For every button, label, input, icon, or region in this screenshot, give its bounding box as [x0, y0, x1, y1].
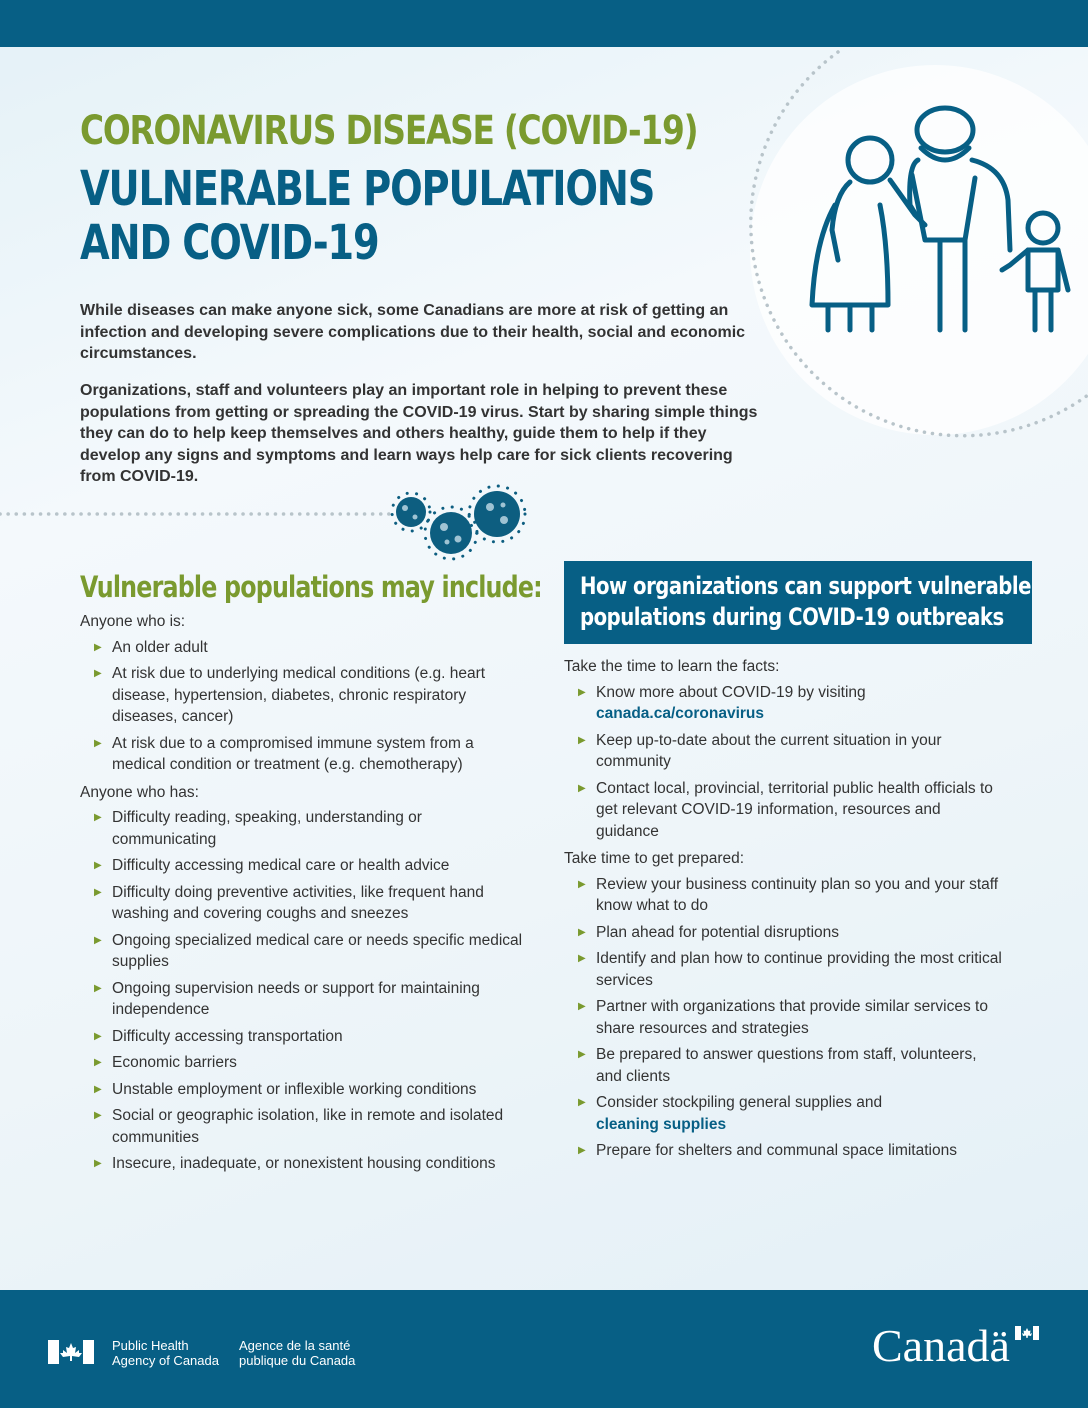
bullet-icon: ▶ — [94, 812, 102, 823]
list-item: ▶ An older adult — [80, 637, 525, 659]
left-group1-list — [80, 637, 525, 776]
bullet-icon: ▶ — [578, 926, 586, 938]
list-item: ▶ Social or geographic isolation, like in remote and isolated communities — [94, 1107, 504, 1146]
bullet-icon: ▶ — [578, 734, 586, 746]
bullet-icon: ▶ — [94, 1158, 102, 1169]
bullet-icon: ▶ — [578, 1145, 586, 1156]
bullet-icon: ▶ — [94, 737, 102, 749]
cleaning-supplies-link[interactable]: cleaning supplies — [596, 1115, 727, 1133]
wordmark-flag-icon — [1015, 1326, 1039, 1340]
bullet-icon: ▶ — [94, 668, 102, 679]
intro-paragraph-1: While diseases can make anyone sick, some Canadians are more at risk of getting an infection and developing severe complications due to their health, social and economic circumstances. — [80, 302, 746, 362]
list-item: ▶ Be prepared to answer questions from staff, volunteers, and clients — [578, 1046, 977, 1085]
list-item: ▶ Know more about COVID-19 by visiting canada.ca/coronavirus — [578, 683, 866, 722]
list-item: ▶ Ongoing specialized medical care or needs specific medical supplies — [94, 931, 523, 970]
left-group2-lead: Anyone who has: — [80, 783, 199, 801]
bullet-icon: ▶ — [578, 782, 586, 794]
bullet-icon: ▶ — [94, 982, 102, 994]
canada-flag-icon — [48, 1340, 94, 1364]
canada-wordmark: Canadä — [872, 1320, 1010, 1371]
title-line-1: CORONAVIRUS DISEASE (COVID-19) — [80, 108, 698, 154]
left-group1-lead: Anyone who is: — [80, 613, 186, 630]
list-item: ▶ Difficulty reading, speaking, understanding or communicating — [94, 809, 422, 848]
title-main — [80, 162, 654, 270]
right-group2-lead: Take time to get prepared: — [564, 850, 745, 867]
bullet-icon: ▶ — [578, 1097, 586, 1108]
agency-name-french: Agence de la santé publique du Canada — [239, 1338, 356, 1368]
list-item: ▶ Contact local, provincial, territorial public health officials to get relevant COVID-19 information, resources and guidance — [578, 779, 993, 840]
list-item: ▶ Consider stockpiling general supplies and cleaning supplies — [578, 1094, 883, 1133]
bullet-icon: ▶ — [578, 878, 586, 890]
list-item: ▶ Ongoing supervision needs or support for maintaining independence — [94, 979, 480, 1018]
right-heading-line-1: How organizations can support vulnerable — [580, 572, 1031, 600]
right-heading-line-2: populations during COVID-19 outbreaks — [580, 603, 1004, 631]
bullet-icon: ▶ — [578, 686, 586, 698]
intro-paragraph-2: Organizations, staff and volunteers play an important role in helping to prevent these populations from getting or spreading the COVID-19 virus. Start by sharing simple things they can do to help keep themselves and others healthy, guide them to help if they develop any signs and symptoms and learn ways help care for sick clients recovering from COVID-19. — [80, 382, 758, 485]
bullet-icon: ▶ — [578, 1049, 586, 1060]
bullet-icon: ▶ — [94, 1030, 102, 1042]
bullet-icon: ▶ — [94, 860, 102, 871]
right-group1-lead: Take the time to learn the facts: — [564, 658, 780, 675]
bullet-icon: ▶ — [94, 934, 102, 946]
bullet-icon: ▶ — [578, 1001, 586, 1012]
list-item: ▶ At risk due to a compromised immune system from a medical condition or treatment (e.g. chemotherapy) — [94, 734, 474, 773]
right-section-heading-box — [564, 561, 1032, 644]
list-item: ▶ Partner with organizations that provide similar services to share resources and strategies — [578, 998, 988, 1037]
list-item: ▶ Prepare for shelters and communal space limitations — [564, 1140, 1004, 1162]
bullet-icon: ▶ — [94, 1057, 102, 1068]
bullet-icon: ▶ — [94, 1110, 102, 1121]
right-group1-list — [564, 682, 1004, 843]
left-section-heading: Vulnerable populations may include: — [80, 570, 542, 604]
right-column — [564, 656, 1004, 1168]
coronavirus-link[interactable]: canada.ca/coronavirus — [596, 705, 764, 722]
list-item: ▶ Insecure, inadequate, or nonexistent housing conditions — [80, 1153, 525, 1175]
list-item: ▶ Unstable employment or inflexible working conditions — [80, 1079, 525, 1101]
list-item: ▶ Keep up-to-date about the current situation in your community — [578, 731, 942, 770]
left-column — [80, 611, 525, 1181]
left-group2-list — [80, 807, 525, 1175]
list-item: ▶ Review your business continuity plan so you and your staff know what to do — [578, 875, 999, 914]
bullet-icon: ▶ — [94, 1083, 102, 1095]
list-item: ▶ Difficulty accessing transportation — [80, 1026, 525, 1048]
list-item: ▶ Economic barriers — [80, 1052, 525, 1074]
agency-name-english: Public Health Agency of Canada — [112, 1338, 219, 1368]
title-line-3: AND COVID-19 — [80, 215, 379, 271]
list-item: ▶ At risk due to underlying medical conditions (e.g. heart disease, hypertension, diabetes, chronic respiratory diseases, cancer) — [94, 665, 486, 725]
bullet-icon: ▶ — [94, 886, 102, 898]
list-item: ▶ Difficulty accessing medical care or health advice — [80, 855, 525, 877]
list-item: ▶ Identify and plan how to continue providing the most critical services — [578, 950, 1002, 989]
right-group2-list — [564, 874, 1004, 1162]
list-item: ▶ Difficulty doing preventive activities, like frequent hand washing and covering coughs and sneezes — [94, 883, 484, 922]
bullet-icon: ▶ — [94, 641, 102, 653]
title-line-2: VULNERABLE POPULATIONS — [80, 161, 655, 217]
bullet-icon: ▶ — [578, 953, 586, 964]
list-item: ▶ Plan ahead for potential disruptions — [564, 922, 1004, 944]
